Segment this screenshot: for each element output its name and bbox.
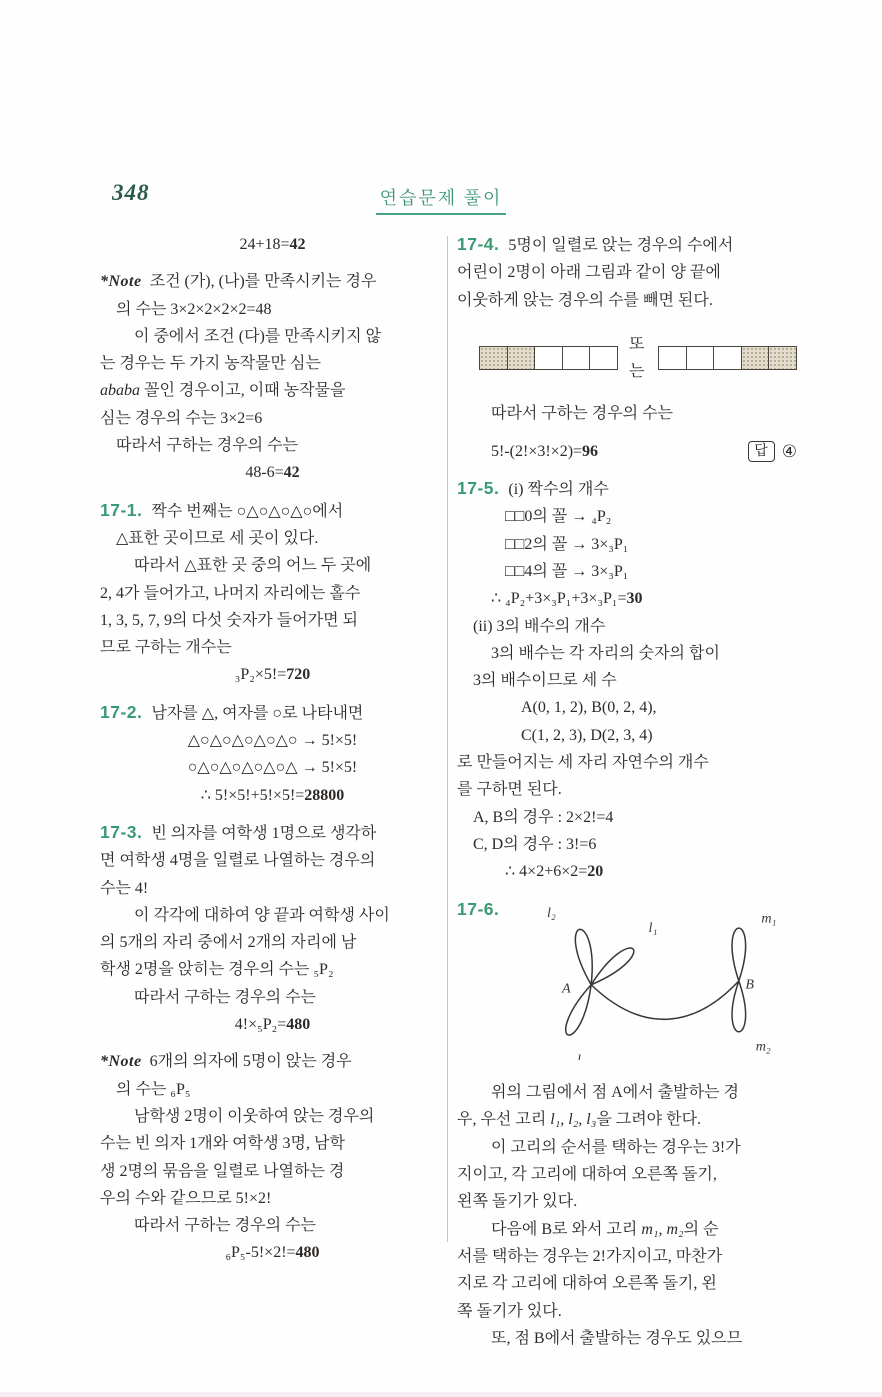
label-l2: l₂ — [546, 904, 556, 921]
seats-separator: 또는 — [629, 335, 645, 381]
text-segment: ○△○△○△○△○△ → 5!×5! — [187, 759, 358, 777]
label-A: A — [562, 980, 571, 997]
text-segment: 므로 구하는 개수는 — [100, 639, 232, 657]
label-m1: m₁ — [761, 910, 777, 927]
text-segment: 96 — [582, 442, 599, 460]
text-segment: 따라서 △표한 곳 중의 어느 두 곳에 — [134, 557, 372, 575]
text-segment: 왼쪽 돌기가 있다. — [457, 1193, 578, 1211]
problem-label: 17-1. — [100, 499, 143, 520]
figure-labels — [547, 905, 777, 1060]
text-segment: (i) 짝수의 개수 — [508, 481, 609, 499]
text-line — [457, 694, 797, 721]
label-m2: m₂ — [755, 1038, 771, 1055]
text-segment: ∴ ₄P₂+3×₃P₁+3×₃P₁= — [491, 590, 627, 608]
text-line — [100, 1212, 445, 1239]
text-line — [100, 782, 445, 809]
seat-empty — [686, 346, 715, 370]
text-line — [100, 661, 445, 688]
block-17-4-answer — [457, 438, 797, 465]
problem-label: 17-5. — [457, 478, 500, 499]
text-segment: 의 수는 ₆P₅ — [116, 1080, 191, 1098]
text-segment: 을 그려야 한다. — [596, 1111, 702, 1129]
right-column — [457, 231, 797, 1362]
block-seat-diagram — [457, 324, 797, 391]
text-line — [457, 1270, 797, 1297]
text-line — [100, 377, 445, 404]
text-line — [457, 640, 797, 667]
text-line — [100, 296, 445, 323]
text-segment: 또, 점 B에서 출발하는 경우도 있으므 — [491, 1329, 743, 1347]
text-segment: ∴ 5!×5!+5!×5!= — [200, 786, 305, 804]
text-line — [100, 432, 445, 459]
text-line — [457, 1161, 797, 1188]
text-segment: 1, 3, 5, 7, 9의 다섯 숫자가 들어가면 되 — [100, 611, 359, 629]
note-label: *Note — [100, 1053, 142, 1071]
text-line — [457, 722, 797, 749]
text-segment: C(1, 2, 3), D(2, 3, 4) — [521, 726, 653, 744]
seat-empty — [589, 346, 618, 370]
problem-label: 17-4. — [457, 234, 500, 254]
seat-empty — [658, 346, 687, 370]
text-segment: 20 — [587, 863, 604, 881]
seat-empty — [713, 346, 742, 370]
text-line — [100, 929, 445, 956]
text-line — [100, 754, 445, 781]
text-line — [100, 1011, 445, 1038]
block-17-3 — [100, 819, 445, 1038]
text-segment: 수는 빈 의자 1개와 여학생 3명, 남학 — [100, 1135, 345, 1153]
block-note-2 — [100, 1048, 445, 1266]
text-segment: 빈 의자를 여학생 1명으로 생각하 — [151, 824, 377, 842]
text-line — [457, 831, 797, 858]
text-segment: 우, 우선 고리 — [457, 1111, 551, 1129]
block-result-24-18 — [100, 231, 445, 258]
page-title: 연습문제 풀이 — [376, 184, 507, 215]
text-line — [100, 984, 445, 1011]
text-line — [100, 1158, 445, 1185]
text-line — [457, 1188, 797, 1215]
page-bottom-edge — [0, 1392, 882, 1397]
loops-figure — [457, 902, 797, 1069]
text-segment: 의 5개의 자리 중에서 2개의 자리에 남 — [100, 934, 357, 952]
text-segment: 어린이 2명이 아래 그림과 같이 양 끝에 — [457, 264, 721, 282]
page-number: 348 — [112, 180, 150, 205]
loops-figure-svg — [501, 902, 813, 1060]
text-segment: ababa — [100, 382, 140, 400]
text-segment: ₃P₂×5!= — [234, 666, 287, 684]
loop-m2 — [732, 981, 746, 1032]
text-segment: C, D의 경우 : 3!=6 — [473, 835, 597, 853]
block-loops-figure — [457, 902, 797, 1069]
block-note-1 — [100, 268, 445, 486]
text-line — [100, 847, 445, 874]
head-line — [457, 475, 797, 503]
text-segment: 따라서 구하는 경우의 수는 — [491, 405, 674, 423]
loop-l2 — [575, 929, 592, 984]
text-line — [457, 613, 797, 640]
text-segment: 480 — [295, 1244, 320, 1262]
text-segment: 따라서 구하는 경우의 수는 — [134, 1217, 317, 1235]
text-line — [100, 552, 445, 579]
problem-label: 17-3. — [100, 821, 143, 842]
text-segment: 조건 (가), (나)를 만족시키는 경우 — [149, 273, 377, 291]
connector-curve — [591, 981, 739, 1019]
seat-group — [479, 346, 618, 370]
seat-shaded — [479, 346, 508, 370]
text-segment: 6개의 의자에 5명이 앉는 경우 — [149, 1053, 352, 1071]
text-line — [457, 1106, 797, 1133]
text-line — [100, 459, 445, 486]
text-segment: A, B의 경우 : 2×2!=4 — [473, 808, 614, 826]
text-segment: 학생 2명을 앉히는 경우의 수는 ₅P₂ — [100, 961, 334, 979]
note-label: *Note — [100, 273, 142, 291]
left-column — [100, 231, 445, 1277]
answer-line — [457, 438, 797, 465]
text-segment: 이웃하게 앉는 경우의 수를 빼면 된다. — [457, 291, 713, 309]
loops — [566, 928, 746, 1035]
text-segment: 2, 4가 들어가고, 나머지 자리에는 홀수 — [100, 584, 361, 602]
text-segment: 48-6= — [245, 464, 284, 482]
problem-label: 17-6. — [457, 898, 500, 919]
text-line — [100, 525, 445, 552]
text-line — [100, 350, 445, 377]
text-line — [100, 231, 445, 258]
text-line — [457, 503, 797, 530]
text-line — [100, 727, 445, 754]
block-17-1 — [100, 497, 445, 689]
text-segment: 24+18= — [239, 236, 290, 253]
seat-group — [658, 346, 797, 370]
head-line — [100, 699, 445, 727]
block-17-4 — [457, 231, 797, 314]
text-line — [100, 405, 445, 432]
text-segment: 서를 택하는 경우는 2!가지이고, 마찬가 — [457, 1247, 723, 1265]
text-line — [457, 531, 797, 558]
text-segment: 30 — [626, 590, 643, 608]
text-segment: 4!×₅P₂= — [234, 1016, 287, 1034]
text-segment: △○△○△○△○△○ → 5!×5! — [187, 732, 358, 750]
loop-m1 — [732, 928, 746, 981]
head-line — [100, 268, 445, 295]
text-line — [457, 776, 797, 803]
text-segment: A(0, 1, 2), B(0, 2, 4), — [521, 699, 657, 717]
text-line — [457, 558, 797, 585]
label-B: B — [745, 976, 755, 993]
text-line — [457, 1216, 797, 1243]
text-line — [100, 1076, 445, 1103]
text-segment: 따라서 구하는 경우의 수는 — [116, 437, 299, 455]
text-line — [457, 287, 797, 314]
head-line — [100, 497, 445, 525]
text-line — [457, 259, 797, 286]
text-segment: 는 경우는 두 가지 농작물만 심는 — [100, 355, 321, 373]
seat-empty — [562, 346, 591, 370]
text-segment: 수는 4! — [100, 879, 149, 897]
text-segment: □□4의 꼴 → 3×₃P₁ — [505, 562, 629, 580]
text-segment: 로 만들어지는 세 자리 자연수의 개수 — [457, 754, 709, 772]
seat-diagram — [457, 324, 797, 391]
text-segment: 남학생 2명이 이웃하여 앉는 경우의 — [134, 1107, 375, 1125]
text-line — [100, 1239, 445, 1266]
text-segment: 쪽 돌기가 있다. — [457, 1302, 562, 1320]
text-segment: 42 — [283, 464, 300, 482]
text-segment: 지로 각 고리에 대하여 오른쪽 돌기, 왼 — [457, 1275, 717, 1293]
text-line — [100, 956, 445, 983]
text-segment: 480 — [286, 1016, 311, 1034]
text-line — [100, 1130, 445, 1157]
text-segment: □□0의 꼴 → ₄P₂ — [505, 508, 612, 526]
text-line — [457, 1134, 797, 1161]
block-17-2 — [100, 699, 445, 809]
answer-box: 답 — [748, 441, 775, 462]
text-segment: 다음에 B로 와서 고리 — [491, 1220, 642, 1238]
text-segment: 42 — [289, 236, 306, 253]
seat-shaded — [741, 346, 770, 370]
text-segment: △표한 곳이므로 세 곳이 있다. — [116, 529, 319, 547]
page-header — [0, 184, 882, 215]
text-segment: 생 2명의 묶음을 일렬로 나열하는 경 — [100, 1162, 345, 1180]
text-line — [457, 1079, 797, 1106]
head-line — [457, 231, 797, 259]
text-segment: 5명이 일렬로 앉는 경우의 수에서 — [508, 237, 734, 254]
text-line — [457, 667, 797, 694]
text-segment: 이 중에서 조건 (다)를 만족시키지 않 — [134, 327, 382, 345]
text-segment: l₁, l₂, l₃ — [550, 1111, 597, 1129]
text-segment: 심는 경우의 수는 3×2=6 — [100, 409, 263, 427]
seat-empty — [534, 346, 563, 370]
text-segment: 이 고리의 순서를 택하는 경우는 3!가 — [491, 1138, 741, 1156]
text-segment: ₆P₅-5!×2!= — [225, 1244, 296, 1262]
column-divider — [447, 236, 448, 1242]
text-line — [100, 1103, 445, 1130]
text-segment: 우의 수와 같으므로 5!×2! — [100, 1189, 272, 1207]
text-segment: 의 수는 3×2×2×2×2=48 — [116, 300, 272, 318]
text-line — [100, 902, 445, 929]
block-17-5 — [457, 475, 797, 885]
answer-choice-mark: ④ — [781, 441, 797, 461]
text-segment: 이 각각에 대하여 양 끝과 여학생 사이 — [134, 906, 390, 924]
text-line — [100, 580, 445, 607]
text-segment: 따라서 구하는 경우의 수는 — [134, 988, 317, 1006]
text-segment: 의 순 — [683, 1220, 719, 1238]
text-segment: m₁, m₂ — [641, 1220, 684, 1238]
head-line — [100, 1048, 445, 1075]
text-line — [457, 1243, 797, 1270]
text-segment: 면 여학생 4명을 일렬로 나열하는 경우의 — [100, 852, 376, 870]
text-segment: 3의 배수는 각 자리의 숫자의 합이 — [491, 644, 720, 662]
text-segment: ∴ 4×2+6×2= — [505, 863, 588, 881]
text-line — [457, 400, 797, 427]
text-segment: 를 구하면 된다. — [457, 781, 562, 799]
text-segment: 5!-(2!×3!×2)= — [491, 442, 583, 460]
text-line — [457, 1298, 797, 1325]
answer-equation — [491, 438, 598, 465]
text-line — [100, 607, 445, 634]
text-segment: 위의 그림에서 점 A에서 출발하는 경 — [491, 1084, 739, 1102]
loop-l1 — [591, 948, 634, 985]
text-segment: 남자를 △, 여자를 ○로 나타내면 — [151, 704, 364, 722]
seat-shaded — [768, 346, 797, 370]
text-line — [457, 585, 797, 612]
text-line — [100, 875, 445, 902]
text-segment: 720 — [286, 666, 311, 684]
text-line — [100, 323, 445, 350]
text-segment: 꼴인 경우이고, 이때 농작물을 — [140, 382, 346, 400]
text-line — [100, 1185, 445, 1212]
label-l1: l₁ — [648, 919, 658, 936]
text-segment: 3의 배수이므로 세 수 — [473, 672, 617, 690]
text-segment: 28800 — [304, 786, 345, 804]
text-segment: 짝수 번째는 ○△○△○△○에서 — [151, 502, 344, 520]
text-line — [457, 749, 797, 776]
seat-shaded — [507, 346, 536, 370]
text-line — [100, 634, 445, 661]
text-segment: 지이고, 각 고리에 대하여 오른쪽 돌기, — [457, 1166, 717, 1184]
label-l3: l₃ — [577, 1051, 586, 1060]
block-17-4-conclusion — [457, 400, 797, 427]
block-17-6-text — [457, 1079, 797, 1352]
text-segment: □□2의 꼴 → 3×₃P₁ — [505, 535, 629, 553]
head-line — [100, 819, 445, 847]
text-line — [457, 858, 797, 885]
text-segment: (ii) 3의 배수의 개수 — [473, 617, 606, 635]
text-line — [457, 804, 797, 831]
problem-label: 17-2. — [100, 701, 143, 722]
text-line — [457, 1325, 797, 1352]
